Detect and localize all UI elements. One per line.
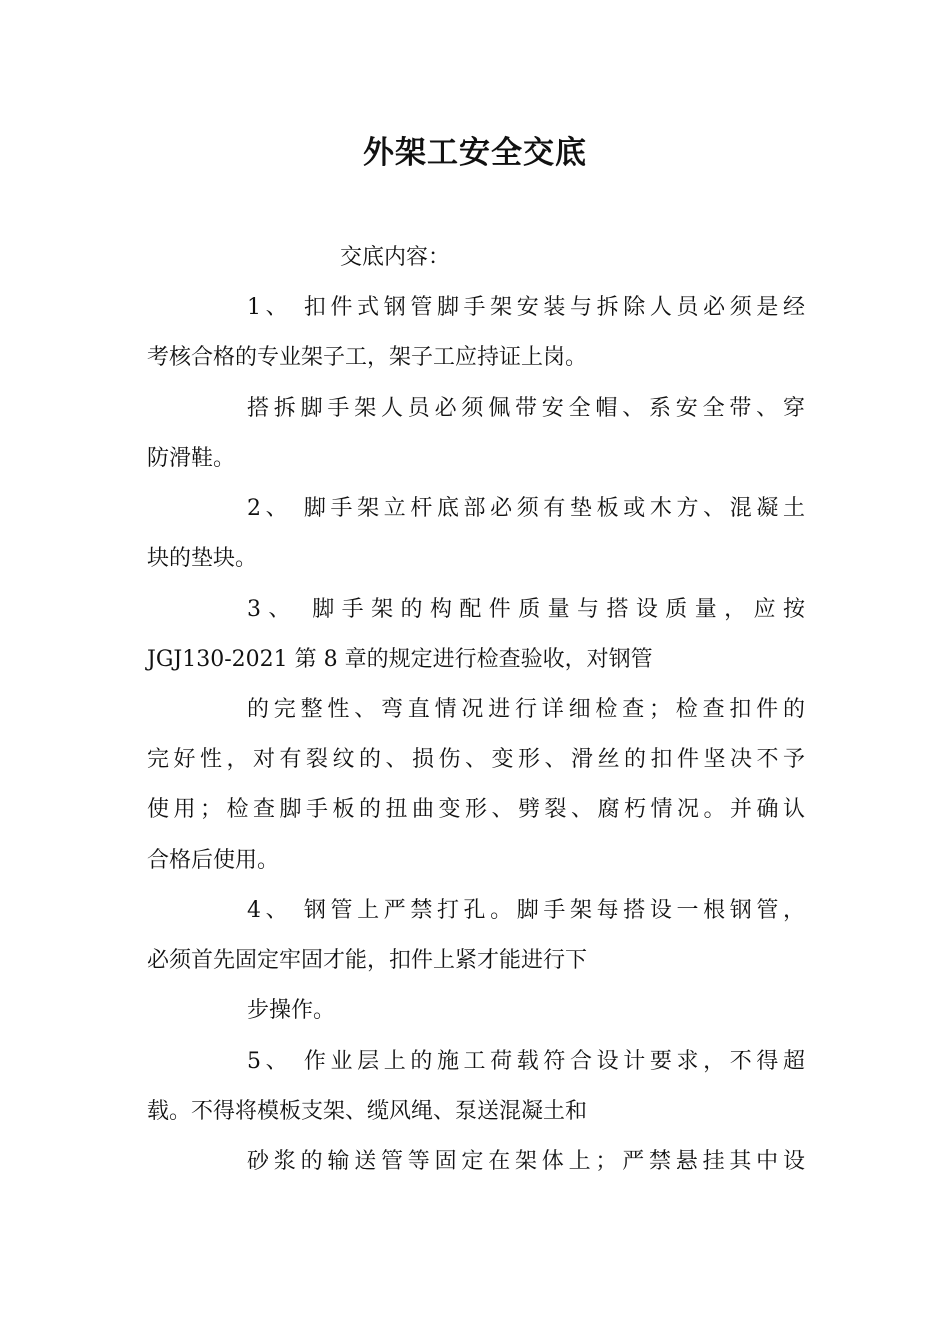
text-line: 砂浆的输送管等固定在架体上；严禁悬挂其中设 <box>247 1149 805 1174</box>
text-line: 步操作。 <box>247 998 336 1023</box>
text-line: 载。不得将模板支架、缆风绳、泵送混凝土和 <box>147 1099 588 1124</box>
text-line: 完好性，对有裂纹的、损伤、变形、滑丝的扣件坚决不予 <box>147 747 805 772</box>
text-line: 合格后使用。 <box>147 848 280 873</box>
text-line: 防滑鞋。 <box>147 446 236 471</box>
text-line: 2、 脚手架立杆底部必须有垫板或木方、混凝土 <box>247 496 805 521</box>
text-line: 4、 钢管上严禁打孔。脚手架每搭设一根钢管， <box>247 898 805 923</box>
text-line: 使用；检查脚手板的扭曲变形、劈裂、腐朽情况。并确认 <box>147 797 805 822</box>
text-line: 1、 扣件式钢管脚手架安装与拆除人员必须是经 <box>247 295 805 320</box>
text-line: 考核合格的专业架子工，架子工应持证上岗。 <box>147 345 588 370</box>
intro-heading: 交底内容： <box>340 245 451 270</box>
text-line: 5、 作业层上的施工荷载符合设计要求，不得超 <box>247 1049 805 1074</box>
text-line: 块的垫块。 <box>147 546 258 571</box>
document-title: 外架工安全交底 <box>363 135 587 171</box>
text-line: 必须首先固定牢固才能，扣件上紧才能进行下 <box>147 948 588 973</box>
text-line: 搭拆脚手架人员必须佩带安全帽、系安全带、穿 <box>247 396 805 421</box>
text-line: 3、 脚手架的构配件质量与搭设质量，应按 <box>247 597 805 622</box>
text-line: 的完整性、弯直情况进行详细检查；检查扣件的 <box>247 697 805 722</box>
text-line: JGJ130-2021 第 8 章的规定进行检查验收，对钢管 <box>147 647 653 672</box>
